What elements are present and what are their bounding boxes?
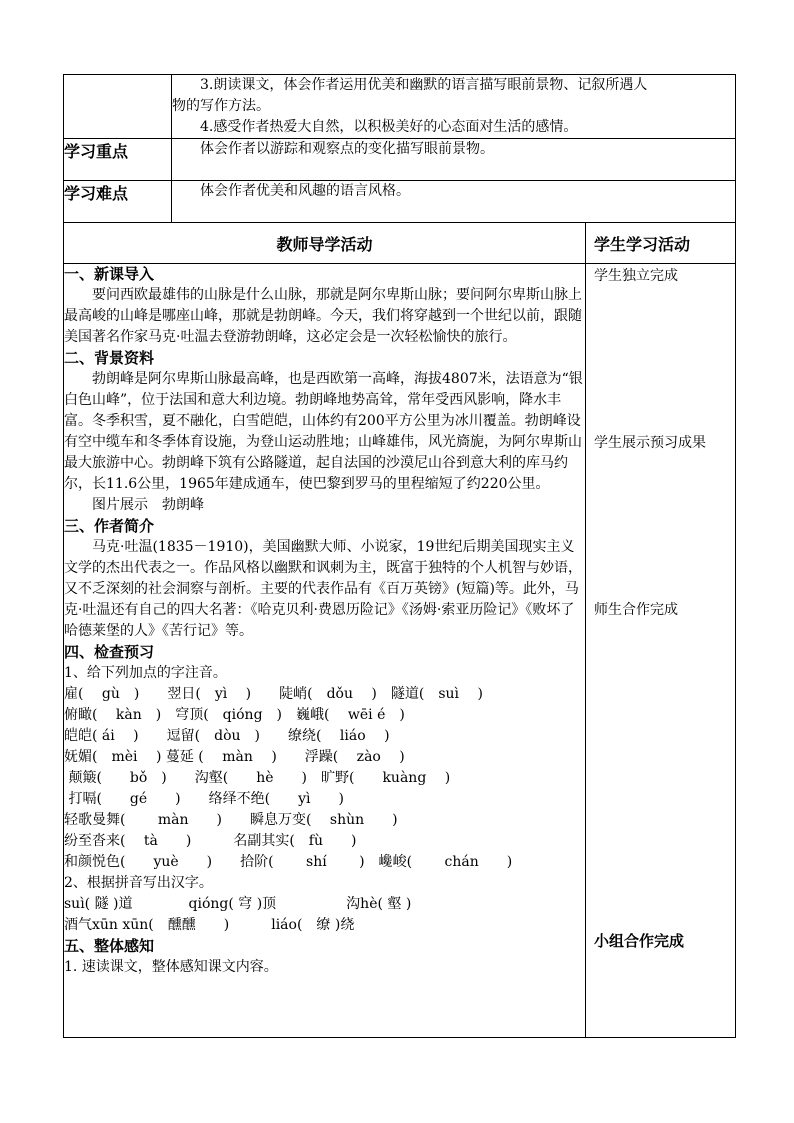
section-3-text: 马克·吐温(1835－1910)，美国幽默大师、小说家，19世纪后期美国现实主义文学的杰出代表之一。作品风格以幽默和讽刺为主，既富于独特的个人机智与妙语，又不乏深刻的社会洞察与剖析。主要的代表作品有《百万英镑》(短篇)等。此外，马克·吐温还有自己的四大名著：《哈克贝利·费恩历险记》《汤姆·索亚历险记》《败坏了哈德莱堡的人》《苦行记》等。 bbox=[64, 539, 582, 639]
activity-header-row bbox=[64, 223, 736, 264]
section-1-text: 要问西欧最雄伟的山脉是什么山脉，那就是阿尔卑斯山脉；要问阿尔卑斯山脉上最高峻的山峰是哪座山峰，那就是勃朗峰。今天，我们将穿越到一个世纪以前，跟随美国著名作家马克·吐温去登游勃朗峰，这必定会是一次轻松愉快的旅行。 bbox=[64, 287, 582, 345]
difficulty-row bbox=[64, 181, 736, 223]
focus-label: 学习重点 bbox=[64, 139, 172, 181]
student-activity-4: 小组合作完成 bbox=[594, 932, 685, 950]
pinyin-row: 妩媚( mèi ) 蔓延 ( màn ) 浮躁( zào ) bbox=[64, 749, 405, 765]
pinyin-row: 颠簸( bǒ ) 沟壑( hè ) 旷野( kuàng ) bbox=[64, 770, 451, 786]
goals-label-cell bbox=[64, 75, 172, 139]
hanzi-row: 酒气xūn xūn( 醺醺 ) liáo( 缭 )绕 bbox=[64, 917, 355, 933]
goals-row bbox=[64, 75, 736, 139]
pinyin-row: 打嗝( gé ) 络绎不绝( yì ) bbox=[64, 791, 344, 807]
teacher-activity-header: 教师导学活动 bbox=[64, 223, 586, 264]
section-4-question-1: 1、给下列加点的字注音。 bbox=[64, 665, 227, 681]
section-2-picture: 图片展示 勃朗峰 bbox=[92, 497, 204, 513]
focus-row bbox=[64, 139, 736, 181]
section-2-text: 勃朗峰是阿尔卑斯山脉最高峰，也是西欧第一高峰，海拔4807米，法语意为“银白色山峰”，位于法国和意大利边境。勃朗峰地势高耸，常年受西风影响，降水丰富。冬季积雪，夏不融化，白雪皑皑，山体约有200平方公里为冰川覆盖。勃朗峰设有空中缆车和冬季体育设施，为登山运动胜地；山峰雄伟，风光旖旎，为阿尔卑斯山最大旅游中心。勃朗峰下筑有公路隧道，起自法国的沙漠尼山谷到意大利的库马约尔，长11.6公里，1965年建成通车，使巴黎到罗马的里程缩短了约220公里。 bbox=[64, 371, 583, 492]
section-5-text: 1. 速读课文，整体感知课文内容。 bbox=[64, 959, 278, 975]
section-5-title: 五、整体感知 bbox=[64, 937, 155, 955]
pinyin-row: 轻歌曼舞( màn ) 瞬息万变( shùn ) bbox=[64, 812, 398, 828]
pinyin-row: 雇( gù ) 翌日( yì ) 陡峭( dǒu ) 隧道( suì ) bbox=[64, 686, 483, 702]
section-1-title: 一、新课导入 bbox=[64, 265, 155, 283]
activity-body-row bbox=[64, 264, 736, 1038]
student-activity-3: 师生合作完成 bbox=[594, 602, 678, 618]
student-activity-2: 学生展示预习成果 bbox=[594, 435, 706, 451]
hanzi-row: suì( 隧 )道 qióng( 穹 )顶 沟hè( 壑 ) bbox=[64, 896, 412, 912]
goal-4: 4.感受作者热爱大自然，以积极美好的心态面对生活的感情。 bbox=[200, 119, 578, 135]
goal-3-line2: 物的写作方法。 bbox=[172, 98, 270, 114]
student-activity-cell bbox=[586, 264, 736, 1038]
section-4-question-2: 2、根据拼音写出汉字。 bbox=[64, 875, 213, 891]
section-2-title: 二、背景资料 bbox=[64, 349, 155, 367]
pinyin-row: 和颜悦色( yuè ) 拾阶( shí ) 巉峻( chán ) bbox=[64, 854, 513, 870]
student-activity-1: 学生独立完成 bbox=[594, 268, 678, 284]
lesson-plan-table bbox=[63, 74, 736, 1038]
goal-3-line1: 3.朗读课文，体会作者运用优美和幽默的语言描写眼前景物、记叙所遇人 bbox=[200, 77, 648, 93]
teacher-activity-cell bbox=[64, 264, 586, 1038]
lesson-plan-page bbox=[63, 74, 735, 1037]
pinyin-row: 俯瞰( kàn ) 穹顶( qióng ) 巍峨( wēi é ) bbox=[64, 707, 405, 723]
section-3-title: 三、作者简介 bbox=[64, 517, 155, 535]
difficulty-label: 学习难点 bbox=[64, 181, 172, 223]
pinyin-row: 纷至沓来( tà ) 名副其实( fù ) bbox=[64, 833, 357, 849]
student-activity-header: 学生学习活动 bbox=[586, 223, 736, 264]
focus-text: 体会作者以游踪和观察点的变化描写眼前景物。 bbox=[172, 139, 736, 181]
goals-cell bbox=[172, 75, 736, 139]
pinyin-row: 皑皑( ái ) 逗留( dòu ) 缭绕( liáo ) bbox=[64, 728, 390, 744]
section-4-title: 四、检查预习 bbox=[64, 643, 155, 661]
difficulty-text: 体会作者优美和风趣的语言风格。 bbox=[172, 181, 736, 223]
